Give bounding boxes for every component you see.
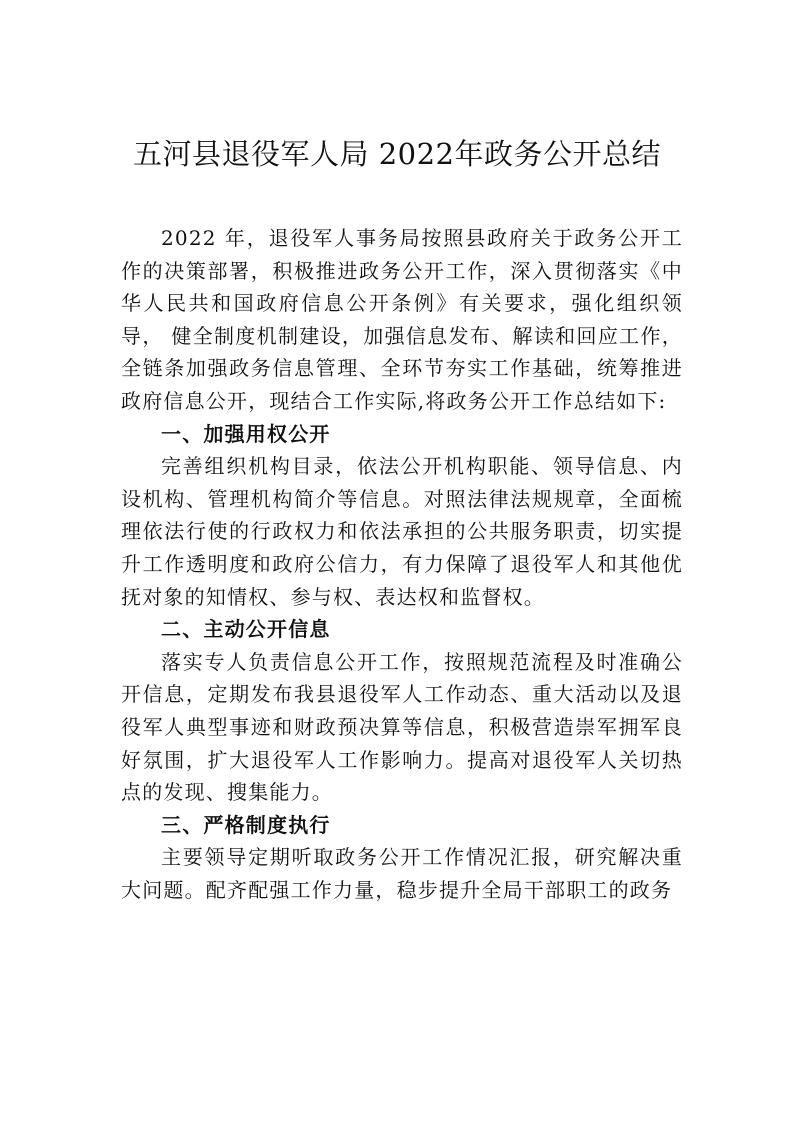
section-heading: 一、加强用权公开 (161, 421, 331, 446)
section-heading: 二、主动公开信息 (161, 617, 331, 642)
section-heading: 三、严格制度执行 (161, 812, 331, 837)
section-paragraph: 落实专人负责信息公开工作，按照规范流程及时准确公开信息，定期发布我县退役军人工作动态、重大活动以及退役军人典型事迹和财政预决算等信息，积极营造崇军拥军良好氛围，扩大退役军人工作影响力。提高对退役军人关切热点的发现、搜集能力。 (121, 649, 683, 805)
intro-paragraph: 2022 年，退役军人事务局按照县政府关于政务公开工作的决策部署，积极推进政务公开工作，深入贯彻落实《中华人民共和国政府信息公开条例》有关要求，强化组织领导， 健全制度机制建设，加强信息发布、解读和回应工作，全链条加强政务信息管理、全环节夯实工作基础，统筹推进政府信息公开，现结合工作实际,将政务公开工作总结如下: (121, 226, 683, 413)
section-paragraph: 主要领导定期听取政务公开工作情况汇报，研究解决重大问题。配齐配强工作力量，稳步提升全局干部职工的政务 (121, 845, 683, 902)
document-body (121, 222, 683, 906)
section-paragraph: 完善组织机构目录，依法公开机构职能、领导信息、内设机构、管理机构简介等信息。对照法律法规规章，全面梳理依法行使的行政权力和依法承担的公共服务职责，切实提升工作透明度和政府公信力，有力保障了退役军人和其他优抚对象的知情权、参与权、表达权和监督权。 (121, 454, 683, 609)
document-title: 五河县退役军人局 2022年政务公开总结 (132, 137, 662, 171)
